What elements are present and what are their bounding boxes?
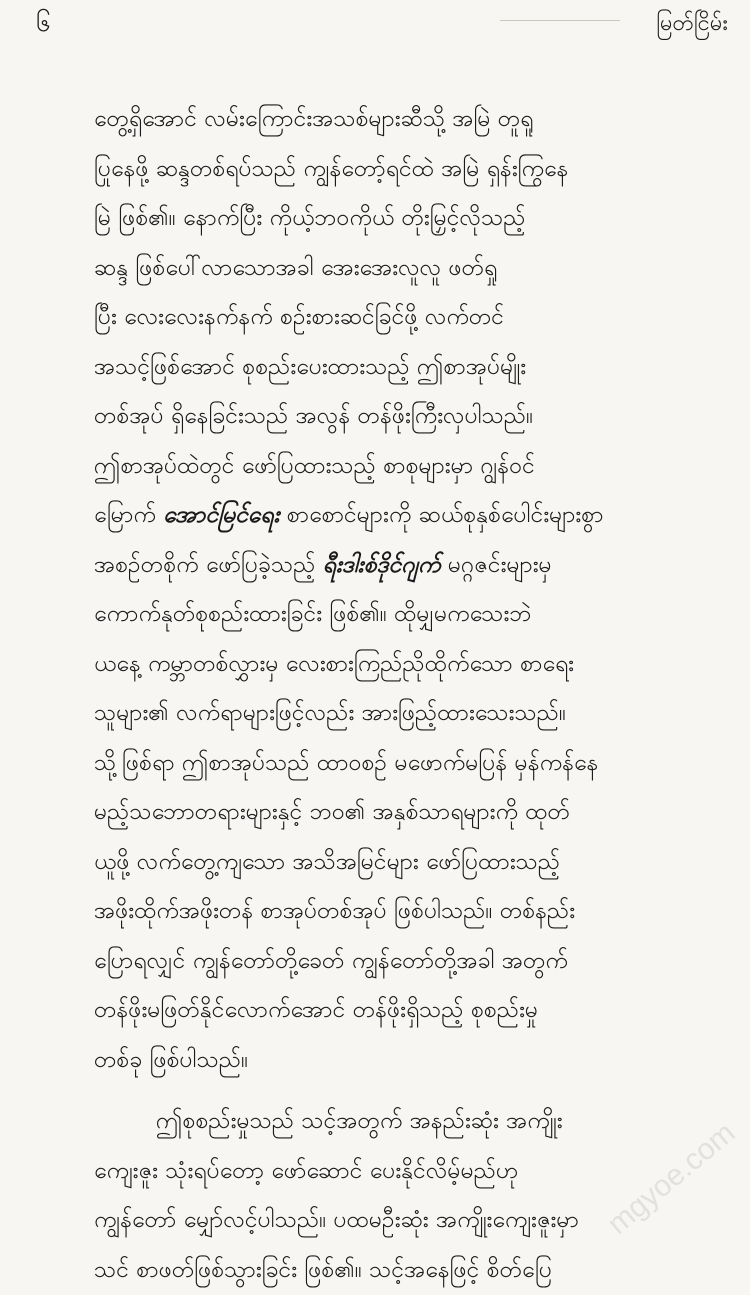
text-line: ကျွန်တော် မျှော်လင့်ပါသည်။ ပထမဦးဆုံး အကျိုးကျေးဇူးမှာ bbox=[94, 1196, 734, 1246]
text-line: ဤစုစည်းမှုသည် သင့်အတွက် အနည်းဆုံး အကျိုး bbox=[94, 1097, 734, 1147]
text-segment: စာစောင်များကို ဆယ်စုနှစ်ပေါင်းများစွာ bbox=[279, 502, 603, 528]
text-line: တစ်ခု ဖြစ်ပါသည်။ bbox=[94, 1036, 734, 1086]
text-line: ကျေးဇူး သုံးရပ်တော့ ဖော်ဆောင် ပေးနိုင်လိမ့်မည်ဟု bbox=[94, 1147, 734, 1197]
header-rule bbox=[500, 20, 620, 21]
text-line: ဆန္ဒ ဖြစ်ပေါ်လာသောအခါ အေးအေးလူလူ ဖတ်ရှု bbox=[94, 244, 734, 294]
text-line: ပြုနေဖို့ ဆန္ဒတစ်ရပ်သည် ကျွန်တော့်ရင်ထဲ အမြဲ ရှန်းကြွနေ bbox=[94, 145, 734, 195]
text-line: အဖိုးထိုက်အဖိုးတန် စာအုပ်တစ်အုပ် ဖြစ်ပါသည်။ တစ်နည်း bbox=[94, 887, 734, 937]
text-line: သို့ဖြစ်ရာ ဤစာအုပ်သည် ထာဝစဉ် မဖောက်မပြန် မှန်ကန်နေ bbox=[94, 739, 734, 789]
text-line: ကောက်နုတ်စုစည်းထားခြင်း ဖြစ်၏။ ထိုမျှမကသေးဘဲ bbox=[94, 590, 734, 640]
text-segment: မဂ္ဂဇင်းများမှ bbox=[441, 552, 552, 578]
text-line bbox=[94, 541, 734, 591]
text-line: ယနေ့ ကမ္ဘာတစ်လွှားမှ လေးစားကြည်ညိုထိုက်သော စာရေး bbox=[94, 640, 734, 690]
text-segment: အစဉ်တစိုက် ဖော်ပြခဲ့သည့် bbox=[94, 552, 323, 578]
body-text bbox=[94, 95, 734, 1295]
text-line: မည့်သဘောတရားများနှင့် ဘဝ၏ အနှစ်သာရများကို ထုတ် bbox=[94, 788, 734, 838]
text-line bbox=[94, 491, 734, 541]
emphasized-title: ရီးဒါးစ်ဒိုင်ဂျက် bbox=[323, 552, 441, 578]
text-segment: မြောက် bbox=[94, 502, 163, 528]
watermark: mgyoe.com bbox=[601, 1116, 742, 1242]
text-line: တစ်အုပ် ရှိနေခြင်းသည် အလွန် တန်ဖိုးကြီးလှပါသည်။ bbox=[94, 392, 734, 442]
text-line: မြဲ ဖြစ်၏။ နောက်ပြီး ကိုယ့်ဘဝကိုယ် တိုးမြှင့်လိုသည့် bbox=[94, 194, 734, 244]
text-line: တွေ့ရှိအောင် လမ်းကြောင်းအသစ်များဆီသို့ အမြဲ တူရူ bbox=[94, 95, 734, 145]
text-line: တန်ဖိုးမဖြတ်နိုင်လောက်အောင် တန်ဖိုးရှိသည့် စုစည်းမှု bbox=[94, 986, 734, 1036]
emphasized-title: အောင်မြင်ရေး bbox=[163, 502, 279, 528]
text-line: ပြောရလျှင် ကျွန်တော်တို့ခေတ် ကျွန်တော်တို့အခါ အတွက် bbox=[94, 937, 734, 987]
text-line: အသင့်ဖြစ်အောင် စုစည်းပေးထားသည့် ဤစာအုပ်မျိုး bbox=[94, 343, 734, 393]
text-line: ယူဖို့ လက်တွေ့ကျသော အသိအမြင်များ ဖော်ပြထားသည့် bbox=[94, 838, 734, 888]
text-line: ဤစာအုပ်ထဲတွင် ဖော်ပြထားသည့် စာစုများမှာ ဂျွန်ဝင် bbox=[94, 442, 734, 492]
text-line: သူများ၏ လက်ရာများဖြင့်လည်း အားဖြည့်ထားသေးသည်။ bbox=[94, 689, 734, 739]
text-line: သင် စာဖတ်ဖြစ်သွားခြင်း ဖြစ်၏။ သင့်အနေဖြင့် စိတ်ပြေ bbox=[94, 1246, 734, 1295]
running-title: မြတ်ငြိမ်း bbox=[656, 8, 728, 40]
text-line: ပြီး လေးလေးနက်နက် စဉ်းစားဆင်ခြင်ဖို့ လက်တင် bbox=[94, 293, 734, 343]
page-number: ၆ bbox=[36, 6, 51, 40]
